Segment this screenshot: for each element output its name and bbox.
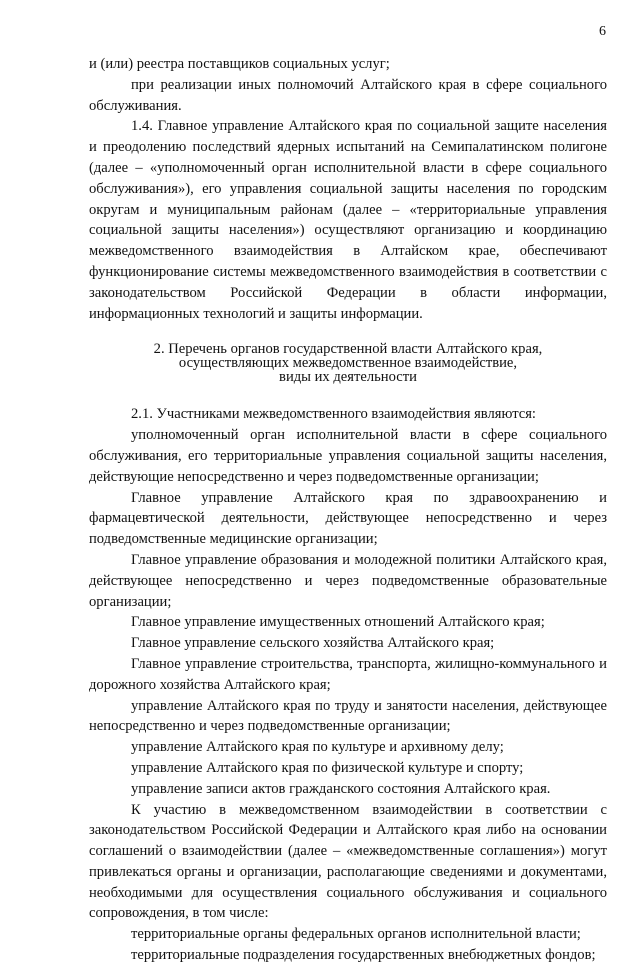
- section-heading-line: 2. Перечень органов государственной власти Алтайского края,: [153, 341, 543, 358]
- paragraph: и (или) реестра поставщиков социальных услуг;: [89, 56, 390, 72]
- paragraph: управление Алтайского края по физической культуре и спорту;: [131, 759, 524, 776]
- paragraph: управление Алтайского края по культуре и архивному делу;: [131, 739, 504, 756]
- paragraph: Главное управление Алтайского края по здравоохранению и фармацевтической деятельности, действующее непосредственно и через подведомственные медицинские организации;: [89, 489, 607, 548]
- paragraph: 2.1. Участниками межведомственного взаимодействия являются:: [131, 406, 536, 423]
- paragraph: Главное управление имущественных отношений Алтайского края;: [131, 614, 545, 631]
- section-heading-line: виды их деятельности: [279, 369, 417, 386]
- paragraph: Главное управление строительства, транспорта, жилищно-коммунального и дорожного хозяйства Алтайского края;: [89, 655, 607, 693]
- page-number: 6: [599, 24, 606, 39]
- paragraph: управление записи актов гражданского состояния Алтайского края.: [131, 780, 551, 797]
- paragraph: К участию в межведомственном взаимодействии в соответствии с законодательством Российской Федерации и Алтайского края либо на основании соглашений о взаимодействии (далее – «межведомственные соглашения») могут привлекаться органы и организации, располагающие сведениями и документами, необходимыми для осуществления социального обслуживания и социального сопровождения, в том числе:: [89, 801, 607, 922]
- section-heading: [89, 342, 607, 384]
- paragraph: Главное управление сельского хозяйства Алтайского края;: [131, 635, 495, 652]
- paragraph: при реализации иных полномочий Алтайского края в сфере социального обслуживания.: [89, 76, 607, 114]
- paragraph: Главное управление образования и молодежной политики Алтайского края, действующее непосредственно и через подведомственные образовательные организации;: [89, 551, 607, 610]
- paragraph: уполномоченный орган исполнительной власти в сфере социального обслуживания, его территориальные управления социальной защиты населения, действующие непосредственно и через подведомственные организации;: [89, 427, 607, 485]
- document-body: [89, 54, 607, 966]
- paragraph: 1.4. Главное управление Алтайского края по социальной защите населения и преодолению последствий ядерных испытаний на Семипалатинском полигоне (далее – «уполномоченный орган исполнительной власти в сфере социального обслуживания»), его управления социальной защиты населения по городским округам и муниципальным районам (далее – «территориальные управления социальной защиты населения») осуществляют организацию и координацию межведомственного взаимодействия в Алтайском крае, обеспечивают функционирование системы межведомственного взаимодействия в соответствии с законодательством Российской Федерации в области информации, информационных технологий и защиты информации.: [89, 118, 607, 322]
- paragraph: управление Алтайского края по труду и занятости населения, действующее непосредственно и через подведомственные организации;: [89, 697, 607, 735]
- paragraph: территориальные органы федеральных органов исполнительной власти;: [131, 926, 581, 943]
- paragraph: территориальные подразделения государственных внебюджетных фондов;: [131, 947, 596, 964]
- section-heading-line: осуществляющих межведомственное взаимодействие,: [178, 355, 518, 372]
